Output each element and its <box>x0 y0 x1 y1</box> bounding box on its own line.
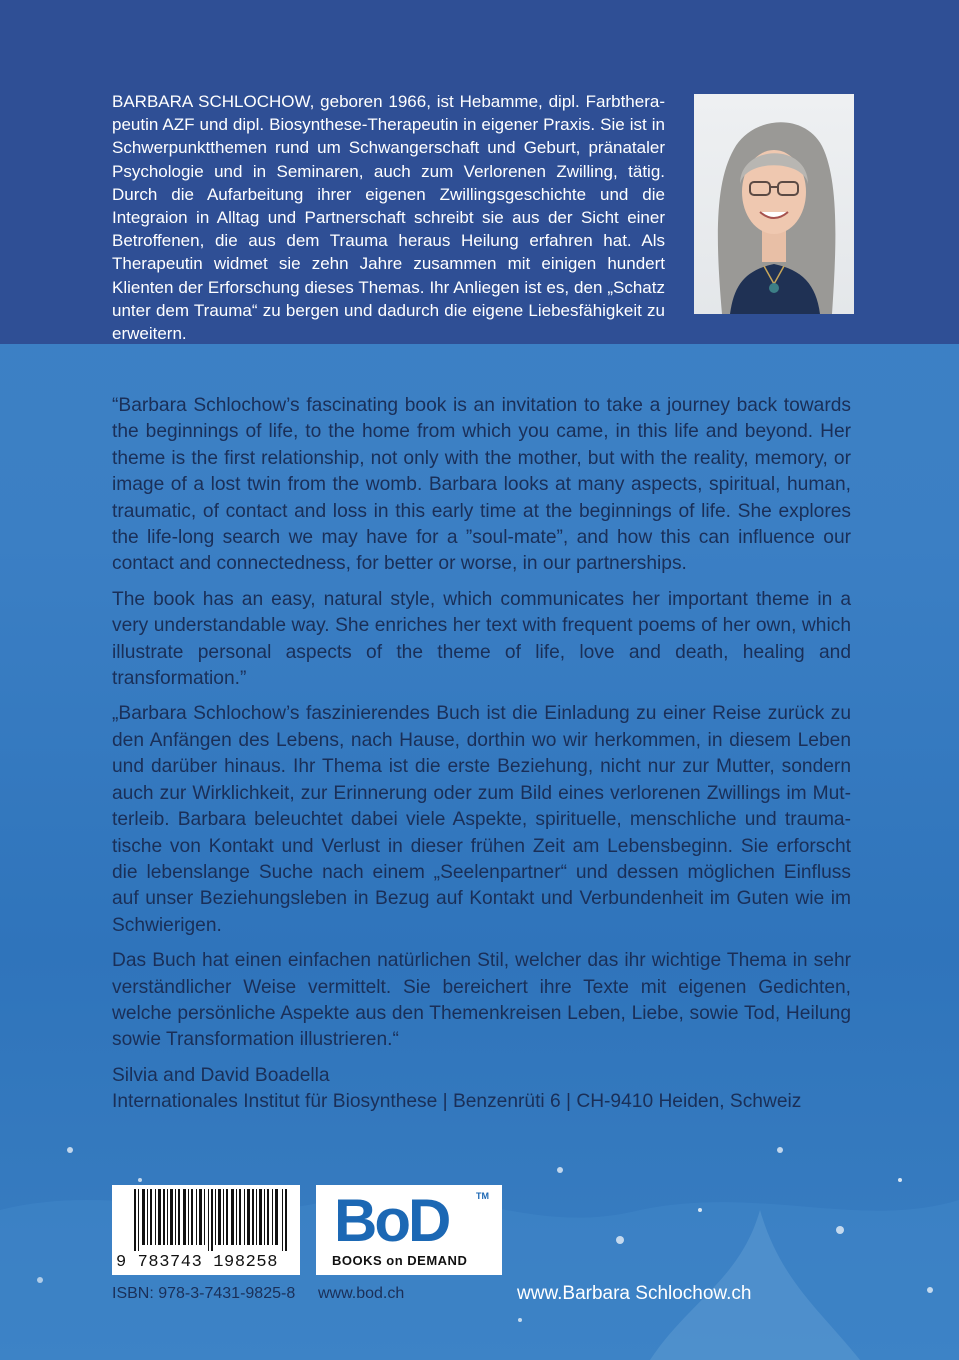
review-quotes <box>112 393 851 1116</box>
author-portrait-image <box>694 94 854 314</box>
review-german-paragraph-2: Das Buch hat einen einfachen natürlichen Stil, welcher das ihr wichtige Thema in sehr verständlicher Weise vermittelt. Sie bereichert ihre Texte mit eigenen Gedichten, welche persönliche Aspekte aus den Themenkreisen Leben, Liebe, sowie Tod, Heilung sowie Transformation illustrieren.“ <box>112 950 851 1051</box>
isbn-number: ISBN: 978-3-7431-9825-8 <box>112 1285 296 1302</box>
barcode-bars <box>134 1189 294 1251</box>
bod-tagline: BOOKS on DEMAND <box>332 1253 468 1268</box>
review-signature-names: Silvia and David Boadella <box>112 1064 330 1086</box>
author-bio-text: BARBARA SCHLOCHOW, geboren 1966, ist Hebamme, dipl. Farbtherapeutin AZF und dipl. Biosynthese-Therapeutin in eigener Praxis. Sie ist in Schwerpunktthemen rund um Schwangerschaft und Geburt, pränataler Psychologie und in Seminaren, auch zum Verlorenen Zwilling, tätig. Durch die Aufarbeitung ihrer eigenen Zwillingsgeschichte und die Integraion in Alltag und Partnerschaft schreibt sie aus der Sicht einer Betroffenen, die aus dem Trauma heraus Heilung erfahren hat. Als Therapeutin widmet sie zehn Jahre zusammen mit einigen hundert Klienten der Erforschung dieses Themas. Ihr Anliegen ist es, den „Schatz unter dem Trauma“ zu bergen und dadurch die eigene Liebesfähigkeit zu erweitern. <box>112 92 665 344</box>
author-bio-band <box>0 0 959 344</box>
bod-logo-text: BoD <box>334 1187 449 1254</box>
publisher-url[interactable]: www.bod.ch <box>318 1285 405 1302</box>
review-german-paragraph-1: „Barbara Schlochow’s faszinierendes Buch ist die Einladung zu einer Reise zurück zu den Anfängen des Lebens, nach Hause, dorthin wo wir herkommen, in diesem Leben und darüber hinaus. Ihr Thema ist die erste Beziehung, nicht nur zur Mutter, sondern auch zur Wirklichkeit, zur Erinnerung oder zum Bild eines verlorenen Zwillings im Mutterleib. Barbara beleuchtet dabei viele Aspekte, spirituelle, menschliche und traumatische von Kontakt und Verlust in dieser frühen Zeit am Lebensbeginn. Sie erforscht die lebenslange Suche nach einem „Seelenpartner“ und dessen möglichen Einfluss auf unser Beziehungsleben in Bezug auf Kontakt und Verbundenheit im Guten wie im Schwierigen. <box>112 703 851 936</box>
review-english-paragraph-1: “Barbara Schlochow’s fascinating book is an invitation to take a journey back towards the beginnings of life, to the home from which you came, in this life and beyond. Her theme is the first relationship, not only with the mother, but with the reality, memory, or image of a lost twin from the womb. Barbara looks at many aspects, spiritual, human, traumatic, of contact and loss in this early time at the beginnings of life. She explores the life-long search we may have for a ”soul-mate”, and how this can influence our contact and connectedness, for better or worse, in our partnerships. <box>112 395 851 575</box>
author-photo <box>694 94 854 314</box>
author-website[interactable]: www.Barbara Schlochow.ch <box>517 1283 752 1304</box>
isbn-barcode <box>112 1185 300 1275</box>
publisher-logo <box>316 1185 502 1275</box>
review-english-paragraph-2: The book has an easy, natural style, which communicates her important theme in a very understandable way. She enriches her text with frequent poems of her own, which illustrate personal aspects of the theme of life, love and death, healing and transformation.” <box>112 588 851 690</box>
bod-trademark: TM <box>476 1191 489 1201</box>
barcode-digits: 9 783743 198258 <box>116 1253 279 1272</box>
review-signature-institute: Internationales Institut für Biosynthese | Benzenrüti 6 | CH-9410 Heiden, Schweiz <box>112 1091 802 1113</box>
